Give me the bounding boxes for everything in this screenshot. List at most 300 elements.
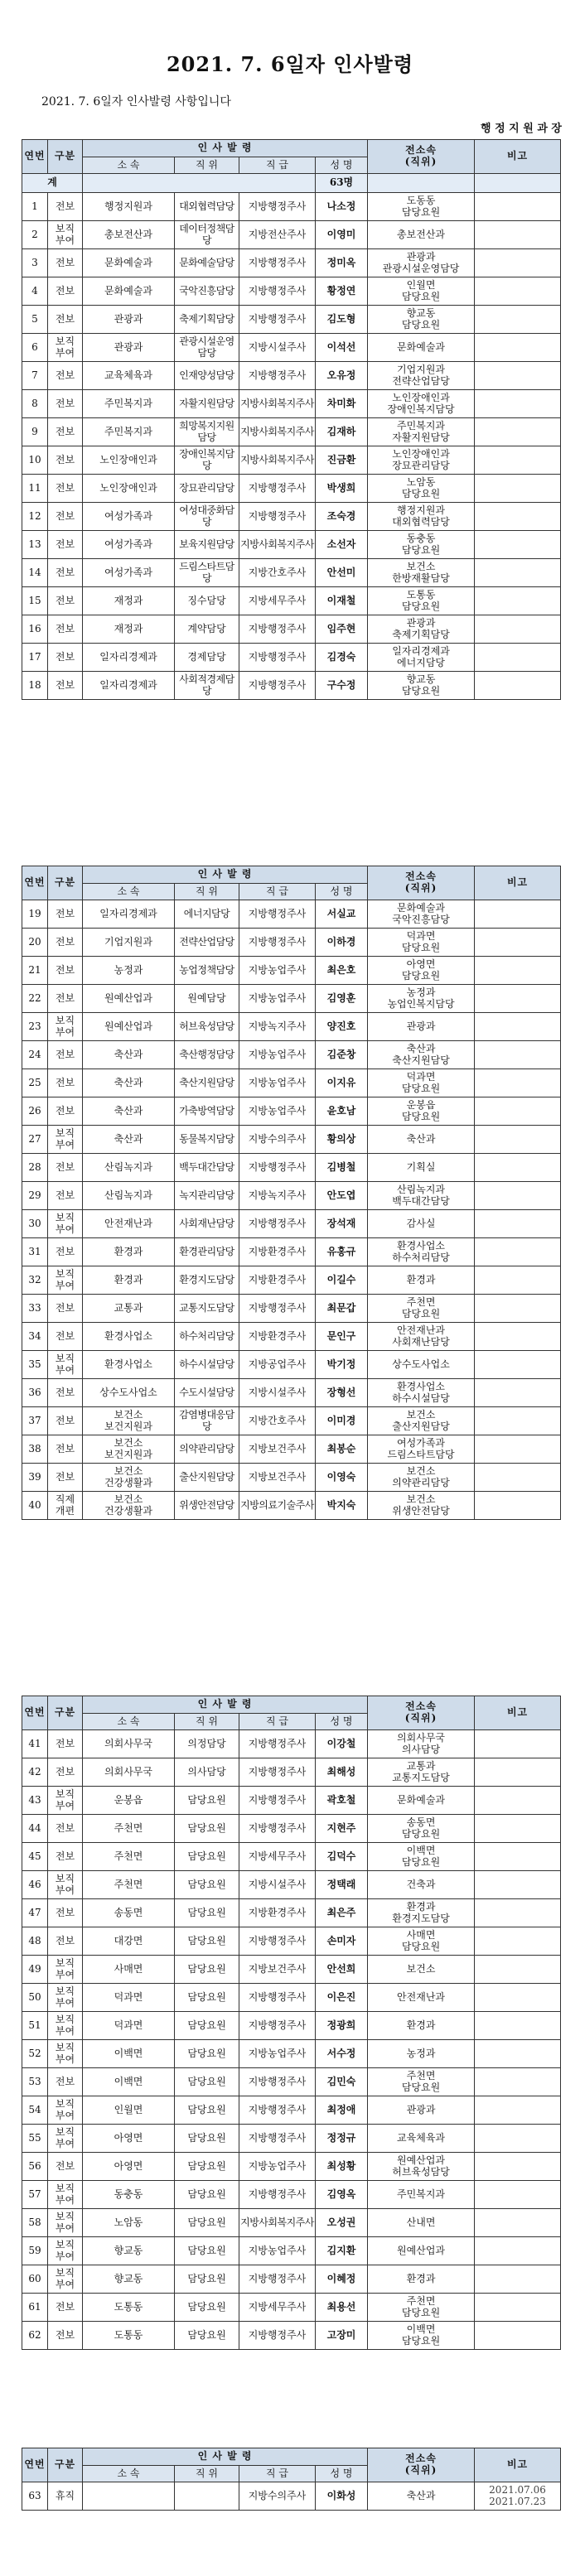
- row-affiliation: 주천면: [83, 1815, 175, 1843]
- row-previous: 의회사무국 의사담당: [368, 1730, 475, 1758]
- row-remarks: [475, 475, 561, 503]
- row-category: 전보: [48, 1407, 83, 1435]
- row-category: 전보: [48, 957, 83, 985]
- row-position: 출산지원담당: [175, 1464, 239, 1492]
- row-name: 김병철: [316, 1154, 368, 1182]
- row-remarks: [475, 1126, 561, 1154]
- row-name: 이혜정: [316, 2265, 368, 2294]
- header-category: 구분: [48, 140, 83, 174]
- row-previous: 이백면 담당요원: [368, 2322, 475, 2350]
- row-category: 보직 부여: [48, 1984, 83, 2012]
- row-affiliation: 노암동: [83, 2209, 175, 2237]
- row-affiliation: 아영면: [83, 2153, 175, 2181]
- row-name: 정광희: [316, 2012, 368, 2040]
- row-affiliation: 여성가족과: [83, 503, 175, 531]
- row-category: 전보: [48, 1182, 83, 1210]
- row-position: 담당요원: [175, 2068, 239, 2096]
- row-grade: 지방행정주사: [239, 1815, 316, 1843]
- row-no: 55: [22, 2125, 48, 2153]
- row-position: 하수처리담당: [175, 1323, 239, 1351]
- row-position: 인재양성담당: [175, 362, 239, 390]
- row-remarks: [475, 1351, 561, 1379]
- row-no: 38: [22, 1435, 48, 1464]
- row-no: 24: [22, 1041, 48, 1069]
- row-remarks: [475, 1984, 561, 2012]
- row-category: 전보: [48, 306, 83, 334]
- row-grade: 지방보건주사: [239, 1956, 316, 1984]
- row-name: 정정규: [316, 2125, 368, 2153]
- row-no: 11: [22, 475, 48, 503]
- row-position: 사회적경제담당: [175, 672, 239, 700]
- header-previous: 전소속 (직위): [368, 1696, 475, 1730]
- row-previous: 기획실: [368, 1154, 475, 1182]
- header-category: 구분: [48, 866, 83, 900]
- row-remarks: [475, 1013, 561, 1041]
- row-previous: 향교동 담당요원: [368, 306, 475, 334]
- row-position: 에너지담당: [175, 900, 239, 929]
- row-position: 하수시설담당: [175, 1351, 239, 1379]
- row-grade: 지방의료기술주사: [239, 1492, 316, 1520]
- row-grade: 지방세무주사: [239, 2294, 316, 2322]
- row-no: 9: [22, 418, 48, 446]
- row-no: 35: [22, 1351, 48, 1379]
- row-category: 보직 부여: [48, 1351, 83, 1379]
- row-previous: 주민복지과 자활지원담당: [368, 418, 475, 446]
- row-previous: 행정지원과 대외협력담당: [368, 503, 475, 531]
- row-remarks: [475, 1266, 561, 1295]
- row-grade: 지방행정주사: [239, 503, 316, 531]
- row-category: 보직 부여: [48, 2265, 83, 2294]
- row-affiliation: 원예산업과: [83, 985, 175, 1013]
- table-row: [22, 1013, 561, 1041]
- row-no: 51: [22, 2012, 48, 2040]
- row-affiliation: 축산과: [83, 1126, 175, 1154]
- page-title: 2021. 7. 6일자 인사발령: [166, 52, 414, 76]
- row-name: 소선자: [316, 531, 368, 559]
- row-no: 17: [22, 644, 48, 672]
- row-remarks: [475, 334, 561, 362]
- header-category: 구분: [48, 1696, 83, 1730]
- row-position: 담당요원: [175, 1787, 239, 1815]
- row-no: 56: [22, 2153, 48, 2181]
- row-remarks: [475, 672, 561, 700]
- row-grade: 지방농업주사: [239, 1069, 316, 1097]
- row-remarks: [475, 390, 561, 418]
- table-row: [22, 2125, 561, 2153]
- row-no: 48: [22, 1927, 48, 1956]
- row-name: 곽호철: [316, 1787, 368, 1815]
- row-previous: 환경과: [368, 1266, 475, 1295]
- row-previous: 건축과: [368, 1871, 475, 1899]
- row-affiliation: 농정과: [83, 957, 175, 985]
- personnel-table-page-2: [22, 866, 560, 1520]
- row-previous: 송동면 담당요원: [368, 1815, 475, 1843]
- row-position: 장애인복지담당: [175, 446, 239, 475]
- row-position: 의사담당: [175, 1758, 239, 1787]
- row-position: 가축방역담당: [175, 1097, 239, 1126]
- header-appointment: 인 사 발 령: [83, 1696, 368, 1714]
- row-position: 드림스타트담당: [175, 559, 239, 587]
- row-remarks: [475, 615, 561, 644]
- row-grade: 지방보건주사: [239, 1464, 316, 1492]
- row-category: 보직 부여: [48, 1210, 83, 1238]
- row-category: 보직 부여: [48, 2012, 83, 2040]
- row-remarks: [475, 1730, 561, 1758]
- row-affiliation: 산림녹지과: [83, 1182, 175, 1210]
- row-previous: 감사실: [368, 1210, 475, 1238]
- table-row: [22, 1730, 561, 1758]
- row-remarks: [475, 985, 561, 1013]
- row-name: 최문갑: [316, 1295, 368, 1323]
- row-remarks: [475, 1871, 561, 1899]
- row-position: 문화예술담당: [175, 249, 239, 277]
- row-grade: 지방행정주사: [239, 362, 316, 390]
- row-no: 50: [22, 1984, 48, 2012]
- row-no: 31: [22, 1238, 48, 1266]
- row-affiliation: 교육체육과: [83, 362, 175, 390]
- table-row: [22, 1266, 561, 1295]
- header-affiliation: 소 속: [83, 2466, 175, 2482]
- row-position: 축제기획담당: [175, 306, 239, 334]
- row-name: 안도엽: [316, 1182, 368, 1210]
- row-grade: 지방보건주사: [239, 1435, 316, 1464]
- row-name: 최은호: [316, 957, 368, 985]
- row-position: 담당요원: [175, 2040, 239, 2068]
- row-grade: 지방농업주사: [239, 957, 316, 985]
- table-row: [22, 1295, 561, 1323]
- row-position: 담당요원: [175, 1843, 239, 1871]
- row-position: 백두대간담당: [175, 1154, 239, 1182]
- header-remarks: 비고: [475, 1696, 561, 1730]
- row-affiliation: 사매면: [83, 1956, 175, 1984]
- row-name: 이석선: [316, 334, 368, 362]
- row-grade: 지방사회복지주사: [239, 390, 316, 418]
- row-grade: 지방행정주사: [239, 672, 316, 700]
- row-name: 이하경: [316, 929, 368, 957]
- row-previous: 교통과 교통지도담당: [368, 1758, 475, 1787]
- total-count: 63명: [316, 174, 368, 193]
- row-no: 59: [22, 2237, 48, 2265]
- row-no: 4: [22, 277, 48, 306]
- row-category: 전보: [48, 615, 83, 644]
- table-row: [22, 2181, 561, 2209]
- row-affiliation: 문화예술과: [83, 277, 175, 306]
- row-category: 전보: [48, 1758, 83, 1787]
- row-affiliation: 보건소 건강생활과: [83, 1464, 175, 1492]
- row-remarks: [475, 2181, 561, 2209]
- row-grade: 지방행정주사: [239, 1984, 316, 2012]
- row-category: 보직 부여: [48, 2237, 83, 2265]
- table-row: [22, 1492, 561, 1520]
- row-name: 박지숙: [316, 1492, 368, 1520]
- row-previous: 주천면 담당요원: [368, 2068, 475, 2096]
- row-category: 전보: [48, 475, 83, 503]
- row-grade: 지방전산주사: [239, 221, 316, 249]
- table-row: [22, 1758, 561, 1787]
- table-row: [22, 446, 561, 475]
- row-affiliation: 덕과면: [83, 2012, 175, 2040]
- row-affiliation: 관광과: [83, 334, 175, 362]
- row-position: 농업정책담당: [175, 957, 239, 985]
- row-previous: 관광과 관광시설운영담당: [368, 249, 475, 277]
- row-category: 전보: [48, 362, 83, 390]
- row-position: 계약담당: [175, 615, 239, 644]
- row-name: 손미자: [316, 1927, 368, 1956]
- row-grade: 지방행정주사: [239, 2068, 316, 2096]
- row-previous: 환경과: [368, 2265, 475, 2294]
- row-category: 전보: [48, 2294, 83, 2322]
- row-remarks: [475, 1815, 561, 1843]
- row-no: 57: [22, 2181, 48, 2209]
- row-previous: 이백면 담당요원: [368, 1843, 475, 1871]
- row-remarks: [475, 1956, 561, 1984]
- row-no: 1: [22, 193, 48, 221]
- row-category: 전보: [48, 390, 83, 418]
- header-previous: 전소속 (직위): [368, 866, 475, 900]
- total-label: 계: [22, 174, 83, 193]
- table-row: [22, 1464, 561, 1492]
- row-no: 21: [22, 957, 48, 985]
- row-grade: 지방행정주사: [239, 1154, 316, 1182]
- row-affiliation: 문화예술과: [83, 249, 175, 277]
- row-name: 이은진: [316, 1984, 368, 2012]
- row-category: 전보: [48, 587, 83, 615]
- row-position: 경제담당: [175, 644, 239, 672]
- row-remarks: [475, 221, 561, 249]
- row-no: 5: [22, 306, 48, 334]
- row-previous: 일자리경제과 에너지담당: [368, 644, 475, 672]
- row-name: 오성권: [316, 2209, 368, 2237]
- row-no: 23: [22, 1013, 48, 1041]
- row-previous: 문화예술과: [368, 334, 475, 362]
- row-position: 환경지도담당: [175, 1266, 239, 1295]
- table-row: [22, 1041, 561, 1069]
- table-row: [22, 2322, 561, 2350]
- row-affiliation: 재정과: [83, 615, 175, 644]
- row-grade: 지방행정주사: [239, 306, 316, 334]
- row-remarks: [475, 2040, 561, 2068]
- table-row: [22, 587, 561, 615]
- header-appointment: 인 사 발 령: [83, 2448, 368, 2466]
- row-remarks: [475, 1435, 561, 1464]
- row-grade: 지방농업주사: [239, 2237, 316, 2265]
- row-affiliation: 의회사무국: [83, 1730, 175, 1758]
- row-name: 문인구: [316, 1323, 368, 1351]
- row-no: 43: [22, 1787, 48, 1815]
- header-name: 성 명: [316, 157, 368, 174]
- row-grade: 지방시설주사: [239, 1871, 316, 1899]
- row-category: 보직 부여: [48, 1126, 83, 1154]
- row-grade: 지방환경주사: [239, 1323, 316, 1351]
- row-position: 담당요원: [175, 2181, 239, 2209]
- row-category: 전보: [48, 2153, 83, 2181]
- row-affiliation: 보건소 보건지원과: [83, 1435, 175, 1464]
- row-category: 전보: [48, 644, 83, 672]
- row-affiliation: 보건소 보건지원과: [83, 1407, 175, 1435]
- row-remarks: [475, 1097, 561, 1126]
- row-no: 32: [22, 1266, 48, 1295]
- header-grade: 직 급: [239, 1714, 316, 1730]
- row-affiliation: 동충동: [83, 2181, 175, 2209]
- row-position: 담당요원: [175, 1871, 239, 1899]
- row-category: 보직 부여: [48, 334, 83, 362]
- row-category: 전보: [48, 1815, 83, 1843]
- row-remarks: [475, 2012, 561, 2040]
- table-row: [22, 957, 561, 985]
- row-remarks: [475, 1323, 561, 1351]
- table-row: [22, 1435, 561, 1464]
- row-affiliation: 노인장애인과: [83, 475, 175, 503]
- row-affiliation: 원예산업과: [83, 1013, 175, 1041]
- header-remarks: 비고: [475, 140, 561, 174]
- row-category: 휴직: [48, 2482, 83, 2511]
- row-affiliation: 운봉읍: [83, 1787, 175, 1815]
- row-previous: 관광과: [368, 1013, 475, 1041]
- table-row: [22, 2482, 561, 2511]
- row-grade: 지방사회복지주사: [239, 418, 316, 446]
- row-no: 27: [22, 1126, 48, 1154]
- header-previous: 전소속 (직위): [368, 2448, 475, 2482]
- row-grade: 지방농업주사: [239, 2153, 316, 2181]
- row-previous: 동충동 담당요원: [368, 531, 475, 559]
- row-grade: 지방농업주사: [239, 1097, 316, 1126]
- row-category: 전보: [48, 900, 83, 929]
- row-previous: 교육체육과: [368, 2125, 475, 2153]
- row-remarks: [475, 587, 561, 615]
- row-category: 전보: [48, 2068, 83, 2096]
- row-category: 보직 부여: [48, 1013, 83, 1041]
- row-name: 서수정: [316, 2040, 368, 2068]
- row-position: 담당요원: [175, 2237, 239, 2265]
- row-grade: 지방행정주사: [239, 475, 316, 503]
- table-row: [22, 1927, 561, 1956]
- row-remarks: [475, 2237, 561, 2265]
- row-affiliation: 노인장애인과: [83, 446, 175, 475]
- row-name: 최용선: [316, 2294, 368, 2322]
- row-affiliation: 환경과: [83, 1266, 175, 1295]
- row-affiliation: 환경사업소: [83, 1323, 175, 1351]
- row-previous: 관광과: [368, 2096, 475, 2125]
- row-position: 원예담당: [175, 985, 239, 1013]
- row-name: 안선미: [316, 559, 368, 587]
- row-previous: 안전재난과 사회재난담당: [368, 1323, 475, 1351]
- table-row: [22, 503, 561, 531]
- table-row: [22, 2153, 561, 2181]
- row-grade: 지방행정주사: [239, 2181, 316, 2209]
- row-no: 22: [22, 985, 48, 1013]
- row-category: 보직 부여: [48, 2040, 83, 2068]
- row-previous: 총보전산과: [368, 221, 475, 249]
- row-category: 전보: [48, 1154, 83, 1182]
- table-row: [22, 1097, 561, 1126]
- row-affiliation: 아영면: [83, 2125, 175, 2153]
- row-name: 정미옥: [316, 249, 368, 277]
- row-category: 보직 부여: [48, 1956, 83, 1984]
- row-affiliation: [83, 2482, 175, 2511]
- header-position: 직 위: [175, 2466, 239, 2482]
- table-row: [22, 672, 561, 700]
- row-affiliation: 산림녹지과: [83, 1154, 175, 1182]
- row-affiliation: 보건소 건강생활과: [83, 1492, 175, 1520]
- row-no: 33: [22, 1295, 48, 1323]
- row-grade: 지방행정주사: [239, 1787, 316, 1815]
- table-row: [22, 1871, 561, 1899]
- row-grade: 지방행정주사: [239, 277, 316, 306]
- row-no: 42: [22, 1758, 48, 1787]
- row-no: 36: [22, 1379, 48, 1407]
- header-affiliation: 소 속: [83, 157, 175, 174]
- row-grade: 지방사회복지주사: [239, 2209, 316, 2237]
- row-name: 최해성: [316, 1758, 368, 1787]
- row-grade: 지방시설주사: [239, 1379, 316, 1407]
- row-remarks: [475, 531, 561, 559]
- row-grade: 지방시설주사: [239, 334, 316, 362]
- header-category: 구분: [48, 2448, 83, 2482]
- table-row: [22, 1154, 561, 1182]
- row-name: 이지유: [316, 1069, 368, 1097]
- table-row: [22, 475, 561, 503]
- row-previous: 보건소 한방재활담당: [368, 559, 475, 587]
- row-name: 김민숙: [316, 2068, 368, 2096]
- row-affiliation: 도통동: [83, 2322, 175, 2350]
- row-category: 보직 부여: [48, 221, 83, 249]
- row-position: 담당요원: [175, 2209, 239, 2237]
- row-position: 동물복지담당: [175, 1126, 239, 1154]
- row-grade: 지방행정주사: [239, 1927, 316, 1956]
- header-position: 직 위: [175, 884, 239, 900]
- row-category: 전보: [48, 1323, 83, 1351]
- row-category: 전보: [48, 249, 83, 277]
- table-row: [22, 2237, 561, 2265]
- row-grade: 지방행정주사: [239, 2265, 316, 2294]
- row-affiliation: 환경사업소: [83, 1351, 175, 1379]
- row-affiliation: 교통과: [83, 1295, 175, 1323]
- row-previous: 보건소 출산지원담당: [368, 1407, 475, 1435]
- row-category: 전보: [48, 1041, 83, 1069]
- row-position: 희망복지지원담당: [175, 418, 239, 446]
- row-name: 임주현: [316, 615, 368, 644]
- row-name: 황의상: [316, 1126, 368, 1154]
- row-category: 전보: [48, 418, 83, 446]
- row-name: 서실교: [316, 900, 368, 929]
- row-category: 전보: [48, 446, 83, 475]
- row-previous: 주천면 담당요원: [368, 1295, 475, 1323]
- total-remarks-blank: [475, 174, 561, 193]
- row-name: 박기정: [316, 1351, 368, 1379]
- row-name: 이화성: [316, 2482, 368, 2511]
- row-name: 이영숙: [316, 1464, 368, 1492]
- row-previous: 산림녹지과 백두대간담당: [368, 1182, 475, 1210]
- row-position: 여성대중화담당: [175, 503, 239, 531]
- row-previous: 사매면 담당요원: [368, 1927, 475, 1956]
- row-remarks: [475, 2482, 561, 2511]
- row-grade: 지방행정주사: [239, 929, 316, 957]
- row-name: 이재철: [316, 587, 368, 615]
- row-no: 41: [22, 1730, 48, 1758]
- row-name: 윤호남: [316, 1097, 368, 1126]
- row-category: 전보: [48, 1843, 83, 1871]
- row-position: 담당요원: [175, 2125, 239, 2153]
- row-grade: 지방행정주사: [239, 615, 316, 644]
- row-name: 김영훈: [316, 985, 368, 1013]
- row-position: 담당요원: [175, 2012, 239, 2040]
- row-remarks: [475, 1464, 561, 1492]
- row-position: 담당요원: [175, 1956, 239, 1984]
- row-no: 58: [22, 2209, 48, 2237]
- row-affiliation: 축산과: [83, 1069, 175, 1097]
- row-category: 전보: [48, 672, 83, 700]
- row-grade: 지방행정주사: [239, 2012, 316, 2040]
